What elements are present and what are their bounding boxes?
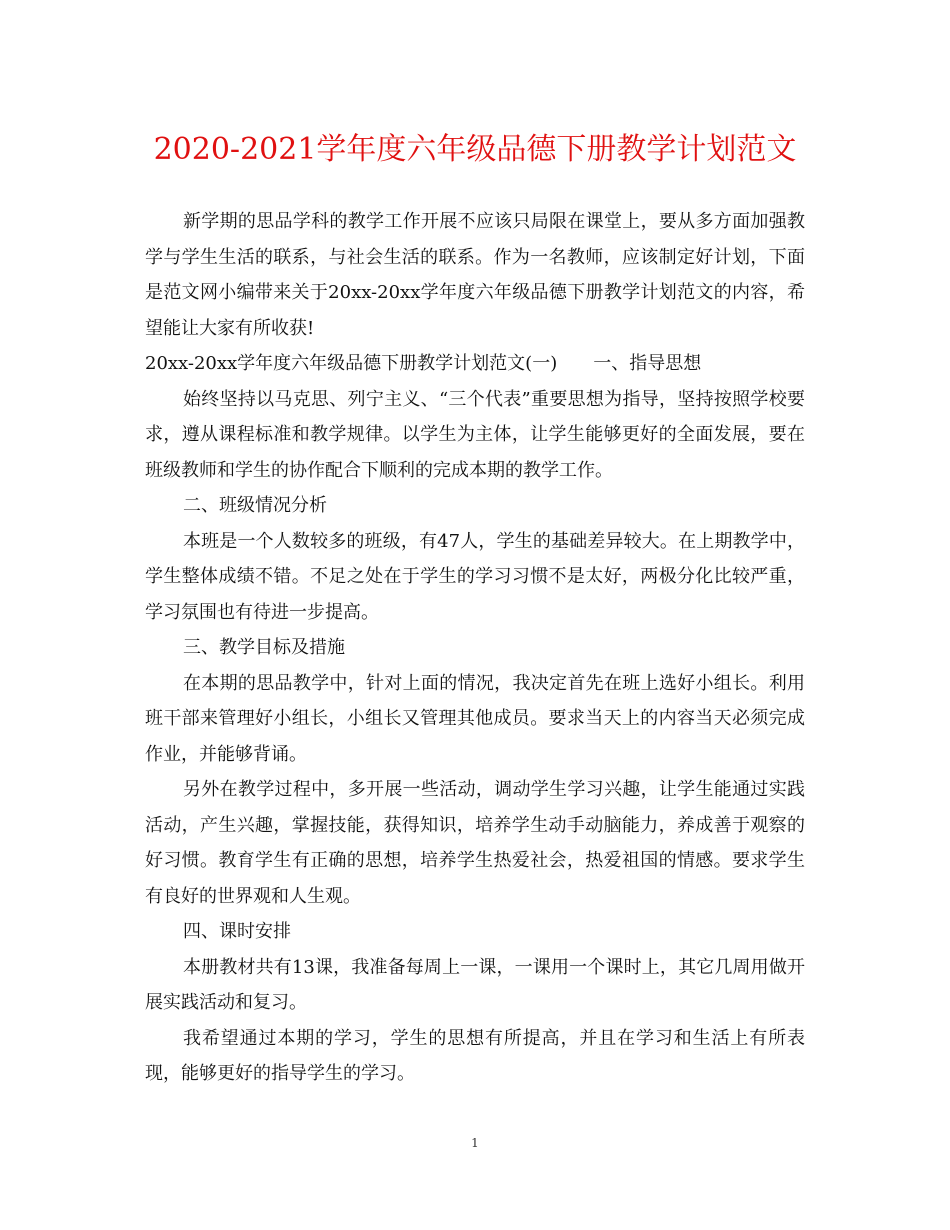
paragraph-class-analysis: 本班是一个人数较多的班级，有47人，学生的基础差异较大。在上期教学中，学生整体成绩不错。不足之处在于学生的学习习惯不是太好，两极分化比较严重，学习氛围也有待进一步提高。 — [145, 530, 805, 623]
paragraph-guiding-thought: 始终坚持以马克思、列宁主义、“三个代表”重要思想为指导，坚持按照学校要求，遵从课程标准和教学规律。以学生为主体，让学生能够更好的全面发展，要在班级教师和学生的协作配合下顺利的完成本期的教学工作。 — [145, 388, 805, 481]
paragraph-intro: 新学期的思品学科的教学工作开展不应该只局限在课堂上，要从多方面加强教学与学生生活的联系，与社会生活的联系。作为一名教师，应该制定好计划，下面是范文网小编带来关于20xx-20xx学年度六年级品德下册教学计划范文的内容，希望能让大家有所收获! — [145, 211, 805, 339]
paragraph-section-title: 20xx-20xx学年度六年级品德下册教学计划范文(一) 一、指导思想 — [145, 353, 702, 374]
document-title: 2020-2021学年度六年级品德下册教学计划范文 — [153, 132, 797, 167]
paragraph-schedule: 本册教材共有13课，我准备每周上一课，一课用一个课时上，其它几周用做开展实践活动和复习。 — [145, 956, 805, 1013]
paragraph-goals-1: 在本期的思品教学中，针对上面的情况，我决定首先在班上选好小组长。利用班干部来管理好小组长，小组长又管理其他成员。要求当天上的内容当天必须完成作业，并能够背诵。 — [145, 672, 805, 765]
paragraph-conclusion: 我希望通过本期的学习，学生的思想有所提高，并且在学习和生活上有所表现，能够更好的指导学生的学习。 — [145, 1027, 805, 1084]
document-body — [145, 204, 805, 1092]
heading-class-analysis: 二、班级情况分析 — [183, 495, 327, 516]
heading-goals-measures: 三、教学目标及措施 — [183, 637, 345, 658]
heading-schedule: 四、课时安排 — [183, 921, 291, 942]
paragraph-goals-2: 另外在教学过程中，多开展一些活动，调动学生学习兴趣，让学生能通过实践活动，产生兴趣，掌握技能，获得知识，培养学生动手动脑能力，养成善于观察的好习惯。教育学生有正确的思想，培养学生热爱社会，热爱祖国的情感。要求学生有良好的世界观和人生观。 — [145, 779, 805, 907]
page-number: 1 — [471, 1136, 479, 1150]
